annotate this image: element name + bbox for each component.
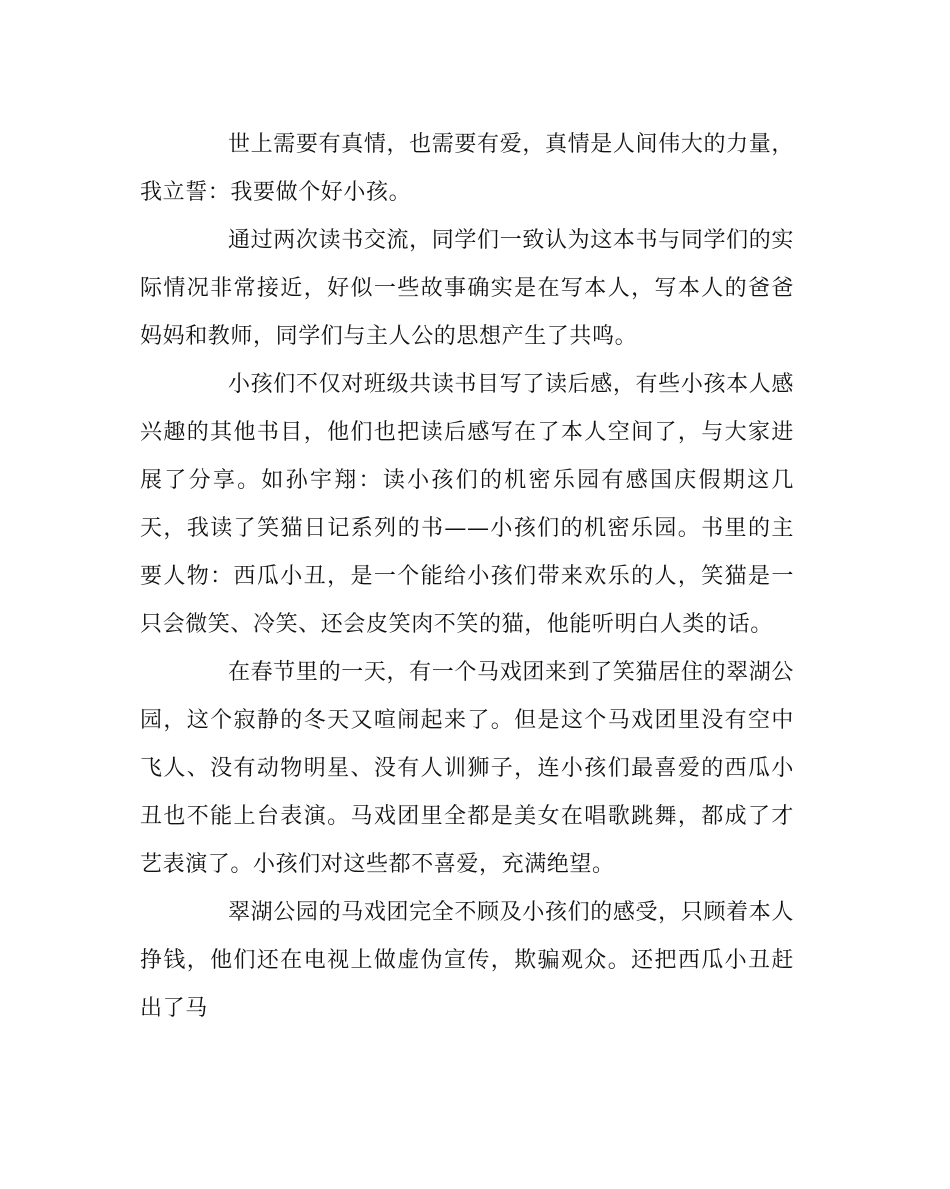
paragraph-3: 小孩们不仅对班级共读书目写了读后感，有些小孩本人感兴趣的其他书目，他们也把读后感写在了本人空间了，与大家进展了分享。如孙宇翔：读小孩们的机密乐园有感国庆假期这几天，我读了笑猫日记系列的书——小孩们的机密乐园。书里的主要人物：西瓜小丑，是一个能给小孩们带来欢乐的人，笑猫是一只会微笑、冷笑、还会皮笑肉不笑的猫，他能听明白人类的话。 — [140, 372, 794, 637]
paragraph-2: 通过两次读书交流，同学们一致认为这本书与同学们的实际情况非常接近，好似一些故事确实是在写本人，写本人的爸爸妈妈和教师，同学们与主人公的思想产生了共鸣。 — [140, 228, 794, 349]
document-body — [140, 121, 794, 1033]
paragraph-5: 翠湖公园的马戏团完全不顾及小孩们的感受，只顾着本人挣钱，他们还在电视上做虚伪宣传，欺骗观众。还把西瓜小丑赶出了马 — [140, 900, 794, 1021]
paragraph-1: 世上需要有真情，也需要有爱，真情是人间伟大的力量，我立誓：我要做个好小孩。 — [140, 132, 794, 205]
paragraph-4: 在春节里的一天，有一个马戏团来到了笑猫居住的翠湖公园，这个寂静的冬天又喧闹起来了。但是这个马戏团里没有空中飞人、没有动物明星、没有人训狮子，连小孩们最喜爱的西瓜小丑也不能上台表演。马戏团里全都是美女在唱歌跳舞，都成了才艺表演了。小孩们对这些都不喜爱，充满绝望。 — [140, 660, 794, 877]
